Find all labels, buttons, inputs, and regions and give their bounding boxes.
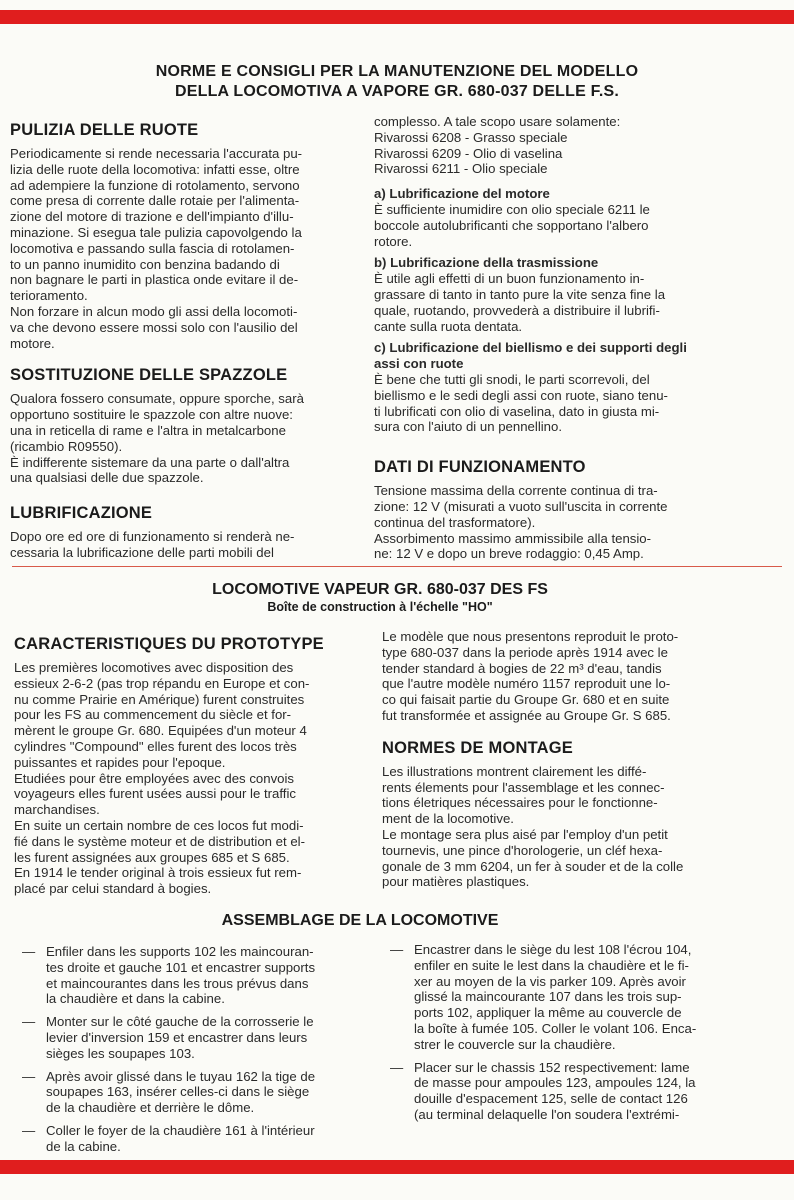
heading-normes: NORMES DE MONTAGE [382, 738, 574, 757]
text-caracteristiques: Les premières locomotives avec disposition des essieux 2-6-2 (pas trop répandu en Europe et con- nu comme Prairie en Amérique) furent construites pour les FS au commencement du siècle et for- mèrent le groupe Gr. 680. Equipées d'un moteur 4 cylindres "Compound" elles furent des locos très puissantes et rapides pour l'epoque. Etudiées pour être employées avec des convois voyageurs elles furent usées aussi pour le traffic marchandises. En suite un certain nombre de ces locos fut modi- fié dans le système moteur et de distribution et el- les furent assignées aux groupes 685 et S 685. En 1914 le tender original à trois essieux fut rem- placé par celui standard à bogies. [14, 660, 310, 897]
lubrificazione-c-title: c) Lubrificazione del biellismo e dei supporti degli assi con ruote [374, 340, 687, 372]
assemblage-left-column [22, 944, 367, 1162]
assemblage-item: — Encastrer dans le siège du lest 108 l'écrou 104, enfiler en suite le lest dans la chaudière et le fi- xer au moyen de la vis parker 109. Après avoir glissé la maincourante 107 dans les trois sup- ports 102, appliquer la même au couvercle de la boîte à fumée 105. Coller le volant 106. Enca- strer le couvercle sur la chaudière. [390, 942, 735, 1053]
assemblage-heading: ASSEMBLAGE DE LA LOCOMOTIVE [221, 912, 499, 929]
italian-right-column [374, 114, 724, 562]
lubrificazione-a-text: È sufficiente inumidire con olio speciale 6211 le boccole autolubrificanti che sopportano l'albero rotore. [374, 201, 650, 249]
heading-caracteristiques: CARACTERISTIQUES DU PROTOTYPE [14, 635, 324, 653]
text-sostituzione: Qualora fossero consumate, oppure sporche, sarà opportuno sostituire le spazzole con altre nuove: una in reticella di rame e l'altra in metalcarbone (ricambio R09550). È indifferente sistemare da una parte o dall'altra una qualsiasi delle due spazzole. [10, 391, 304, 486]
assemblage-right-list [390, 942, 735, 1123]
top-red-band [0, 10, 794, 24]
lubrificazione-b-title: b) Lubrificazione della trasmissione [374, 255, 599, 271]
french-right-column [382, 629, 727, 890]
heading-pulizia: PULIZIA DELLE RUOTE [10, 121, 199, 139]
lubrificazione-c-text: È bene che tutti gli snodi, le parti scorrevoli, del biellismo e le sedi degli assi con ruote, siano tenu- ti lubrificati con olio di vaselina, dato in giusta mi- sura con l'aiuto di un pennellino. [374, 371, 668, 435]
text-pulizia: Periodicamente si rende necessaria l'accurata pu- lizia delle ruote della locomotiva: infatti esse, oltre ad adempiere la funzione di rotolamento, servono come presa di corrente dalle rotaie per l'alimenta- zione del motore di trazione e dell'impianto d'illu- minazione. Si esegua tale pulizia capovolgendo la locomotiva e passando sulla fascia di rotolamen- to un panno inumidito con benzina badando di non bagnare le parti in plastica onde evitare il de- terioramento. Non forzare in alcun modo gli assi della locomoti- va che devono essere mossi solo con l'ausilio del motore. [10, 146, 303, 351]
heading-sostituzione: SOSTITUZIONE DELLE SPAZZOLE [10, 366, 288, 385]
assemblage-item: — Placer sur le chassis 152 respectivement: lame de masse pour ampoules 123, ampoules 124, la douille d'espacement 125, selle de contact 126 (au terminal delaquelle l'on soudera l'extrémi- [390, 1060, 735, 1123]
text-normes: Les illustrations montrent clairement les diffé- rents élements pour l'assemblage et les connec- tions életriques nécessaires pour le fonctionne- ment de la locomotive. Le montage sera plus aisé par l'employ d'un petit tournevis, une pince d'horologerie, un cléf hexa- gonale de 3 mm 6204, un fer à souder et de la colle pour matières plastiques. [382, 763, 684, 890]
text-dati: Tensione massima della corrente continua di tra- zione: 12 V (misurati a vuoto sull'uscita in corrente continua del trasformatore). Assorbimento massimo ammissibile alla tensio- ne: 12 V e dopo un breve rodaggio: 0,45 Amp. [374, 483, 668, 562]
assemblage-item: — Après avoir glissé dans le tuyau 162 la tige de soupapes 163, insérer celles-ci dans le siège de la chaudière et derrière le dôme. [22, 1069, 367, 1116]
assemblage-item: — Enfiler dans les supports 102 les maincouran- tes droite et gauche 101 et encastrer supports et maincourantes dans les trous prévus dans la chaudière et dans la cabine. [22, 944, 367, 1007]
lubrificazione-b-text: È utile agli effetti di un buon funzionamento in- grassare di tanto in tanto pure la vite senza fine la quale, ruotando, provvederà a distribuire il lubrifi- cante sulla ruota dentata. [374, 271, 666, 334]
lubrificazione-a-title: a) Lubrificazione del motore [374, 186, 550, 202]
text-lubrificazione-continued: complesso. A tale scopo usare solamente: Rivarossi 6208 - Grasso speciale Rivarossi 6209 - Olio di vaselina Rivarossi 6211 - Olio speciale [374, 114, 621, 177]
italian-title [0, 62, 794, 102]
assemblage-right-column [390, 942, 735, 1130]
french-title: LOCOMOTIVE VAPEUR GR. 680-037 DES FS [212, 581, 548, 598]
assemblage-item: — Monter sur le côté gauche de la corrosserie le levier d'inversion 159 et encastrer dans leurs sièges les soupapes 103. [22, 1014, 367, 1061]
italian-left-column [10, 120, 358, 561]
french-subtitle: Boîte de construction à l'échelle "HO" [267, 600, 493, 614]
text-caracteristiques-continued: Le modèle que nous presentons reproduit le proto- type 680-037 dans la periode après 1914 avec le tender standard à bogies de 22 m³ d'eau, tandis que l'autre modèle numéro 1157 reproduit une lo- co qui faisait partie du Groupe Gr. 680 et en suite fut transformée et assignée au Groupe Gr. S 685. [382, 629, 679, 723]
assemblage-left-list [22, 944, 367, 1155]
assemblage-item: — Coller le foyer de la chaudière 161 à l'intérieur de la cabine. [22, 1123, 367, 1155]
heading-lubrificazione: LUBRIFICAZIONE [10, 504, 153, 523]
section-divider [12, 566, 782, 567]
text-lubrificazione: Dopo ore ed ore di funzionamento si renderà ne- cessaria la lubrificazione delle parti mobili del [10, 529, 295, 560]
bottom-red-band [0, 1160, 794, 1174]
italian-title-line2: DELLA LOCOMOTIVA A VAPORE GR. 680-037 DELLE F.S. [174, 83, 620, 100]
french-left-column [14, 634, 358, 897]
italian-title-line1: NORME E CONSIGLI PER LA MANUTENZIONE DEL MODELLO [155, 63, 639, 80]
heading-dati: DATI DI FUNZIONAMENTO [374, 458, 586, 477]
